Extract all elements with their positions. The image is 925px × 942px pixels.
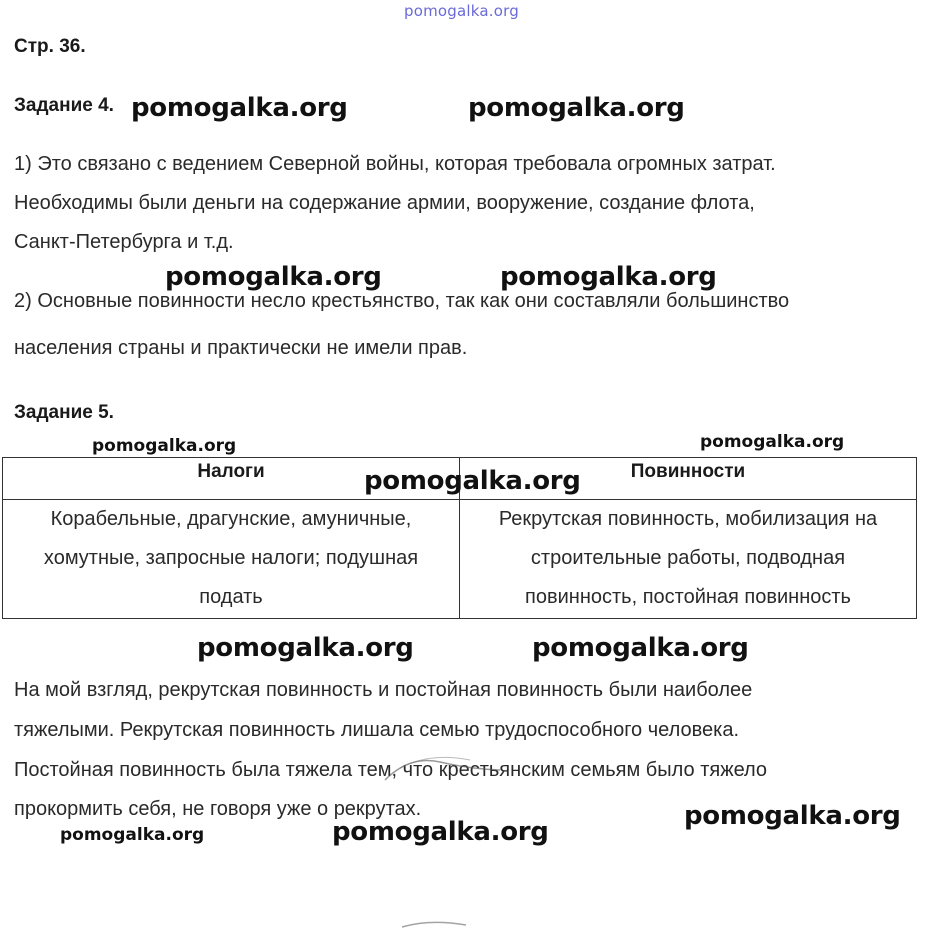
page-label: Стр. 36. — [14, 36, 86, 57]
watermark: pomogalka.org — [197, 633, 414, 663]
watermark: pomogalka.org — [684, 801, 901, 831]
cell-line: хомутные, запросные налоги; подушная — [43, 547, 419, 569]
task5-line-3: Постойная повинность была тяжела тем, что крестьянским семьям было тяжело — [14, 759, 768, 781]
table-row — [3, 500, 917, 619]
cell-duties — [460, 500, 917, 619]
watermark: pomogalka.org — [131, 93, 348, 123]
watermark: pomogalka.org — [532, 633, 749, 663]
task4-line-1: 1) Это связано с ведением Северной войны, которая требовала огромных затрат. — [14, 153, 776, 175]
watermark: pomogalka.org — [700, 432, 845, 452]
watermark: pomogalka.org — [468, 93, 685, 123]
task4-line-2: Необходимы были деньги на содержание армии, вооружение, создание флота, — [14, 192, 755, 214]
cell-taxes — [3, 500, 460, 619]
watermark: pomogalka.org — [60, 825, 205, 845]
task5-line-4: прокормить себя, не говоря уже о рекрутах. — [14, 798, 422, 820]
watermark: pomogalka.org — [364, 466, 581, 496]
top-watermark: pomogalka.org — [404, 2, 519, 20]
cell-line: подать — [199, 586, 263, 608]
task5-line-1: На мой взгляд, рекрутская повинность и постойная повинность были наиболее — [14, 679, 753, 701]
scan-scribble — [400, 915, 470, 935]
watermark: pomogalka.org — [165, 262, 382, 292]
task5-heading: Задание 5. — [14, 402, 114, 423]
scan-scribble — [380, 750, 520, 790]
header-taxes: Налоги — [3, 458, 460, 500]
cell-line: строительные работы, подводная — [530, 547, 846, 569]
task5-line-2: тяжелыми. Рекрутская повинность лишала семью трудоспособного человека. — [14, 719, 740, 741]
cell-line: Рекрутская повинность, мобилизация на — [498, 508, 878, 530]
header-duties: Повинности — [460, 458, 917, 500]
task4-line-3: Санкт-Петербурга и т.д. — [14, 231, 234, 253]
cell-line: Корабельные, драгунские, амуничные, — [50, 508, 412, 530]
watermark: pomogalka.org — [500, 262, 717, 292]
watermark: pomogalka.org — [92, 436, 237, 456]
cell-line: повинность, постойная повинность — [525, 586, 851, 608]
task4-line-5: населения страны и практически не имели прав. — [14, 337, 468, 359]
task4-heading: Задание 4. — [14, 95, 114, 116]
task4-line-4: 2) Основные повинности несло крестьянство, так как они составляли большинство — [14, 290, 790, 312]
watermark: pomogalka.org — [332, 817, 549, 847]
